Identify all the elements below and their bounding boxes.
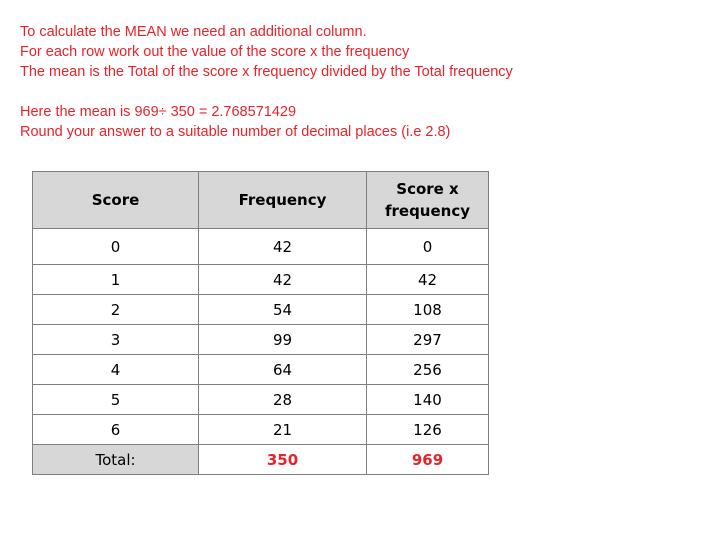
- score-cell: 4: [33, 355, 199, 385]
- score-cell: 3: [33, 325, 199, 355]
- total-row: [33, 445, 489, 475]
- table-row: [33, 325, 489, 355]
- table-row: [33, 295, 489, 325]
- table-header-row: [33, 172, 489, 229]
- score-cell: 5: [33, 385, 199, 415]
- instruction-line-3: The mean is the Total of the score x frequency divided by the Total frequency: [20, 64, 513, 80]
- table-row: [33, 265, 489, 295]
- mean-calculation-line: Here the mean is 969÷ 350 = 2.768571429: [20, 104, 297, 120]
- product-cell: 108: [367, 295, 489, 325]
- product-cell: 140: [367, 385, 489, 415]
- header-score: Score: [33, 172, 199, 229]
- product-cell: 42: [367, 265, 489, 295]
- total-label: Total:: [33, 445, 199, 475]
- instructions-text: [20, 22, 513, 142]
- frequency-cell: 28: [199, 385, 367, 415]
- frequency-cell: 21: [199, 415, 367, 445]
- rounding-instruction-line: Round your answer to a suitable number of decimal places (i.e 2.8): [20, 124, 451, 140]
- score-cell: 1: [33, 265, 199, 295]
- frequency-table: [32, 171, 489, 475]
- score-cell: 0: [33, 229, 199, 265]
- table-row: [33, 385, 489, 415]
- instruction-line-1: To calculate the MEAN we need an additional column.: [20, 24, 367, 40]
- header-frequency: Frequency: [199, 172, 367, 229]
- product-cell: 126: [367, 415, 489, 445]
- frequency-cell: 64: [199, 355, 367, 385]
- table-row: [33, 229, 489, 265]
- product-cell: 0: [367, 229, 489, 265]
- product-cell: 297: [367, 325, 489, 355]
- frequency-cell: 54: [199, 295, 367, 325]
- frequency-cell: 42: [199, 265, 367, 295]
- instruction-line-2: For each row work out the value of the score x the frequency: [20, 44, 410, 60]
- header-score-x-frequency: Score x frequency: [367, 172, 489, 229]
- total-frequency: 350: [199, 445, 367, 475]
- table-row: [33, 355, 489, 385]
- frequency-cell: 42: [199, 229, 367, 265]
- score-cell: 6: [33, 415, 199, 445]
- frequency-cell: 99: [199, 325, 367, 355]
- total-score-x-frequency: 969: [367, 445, 489, 475]
- table-row: [33, 415, 489, 445]
- product-cell: 256: [367, 355, 489, 385]
- score-cell: 2: [33, 295, 199, 325]
